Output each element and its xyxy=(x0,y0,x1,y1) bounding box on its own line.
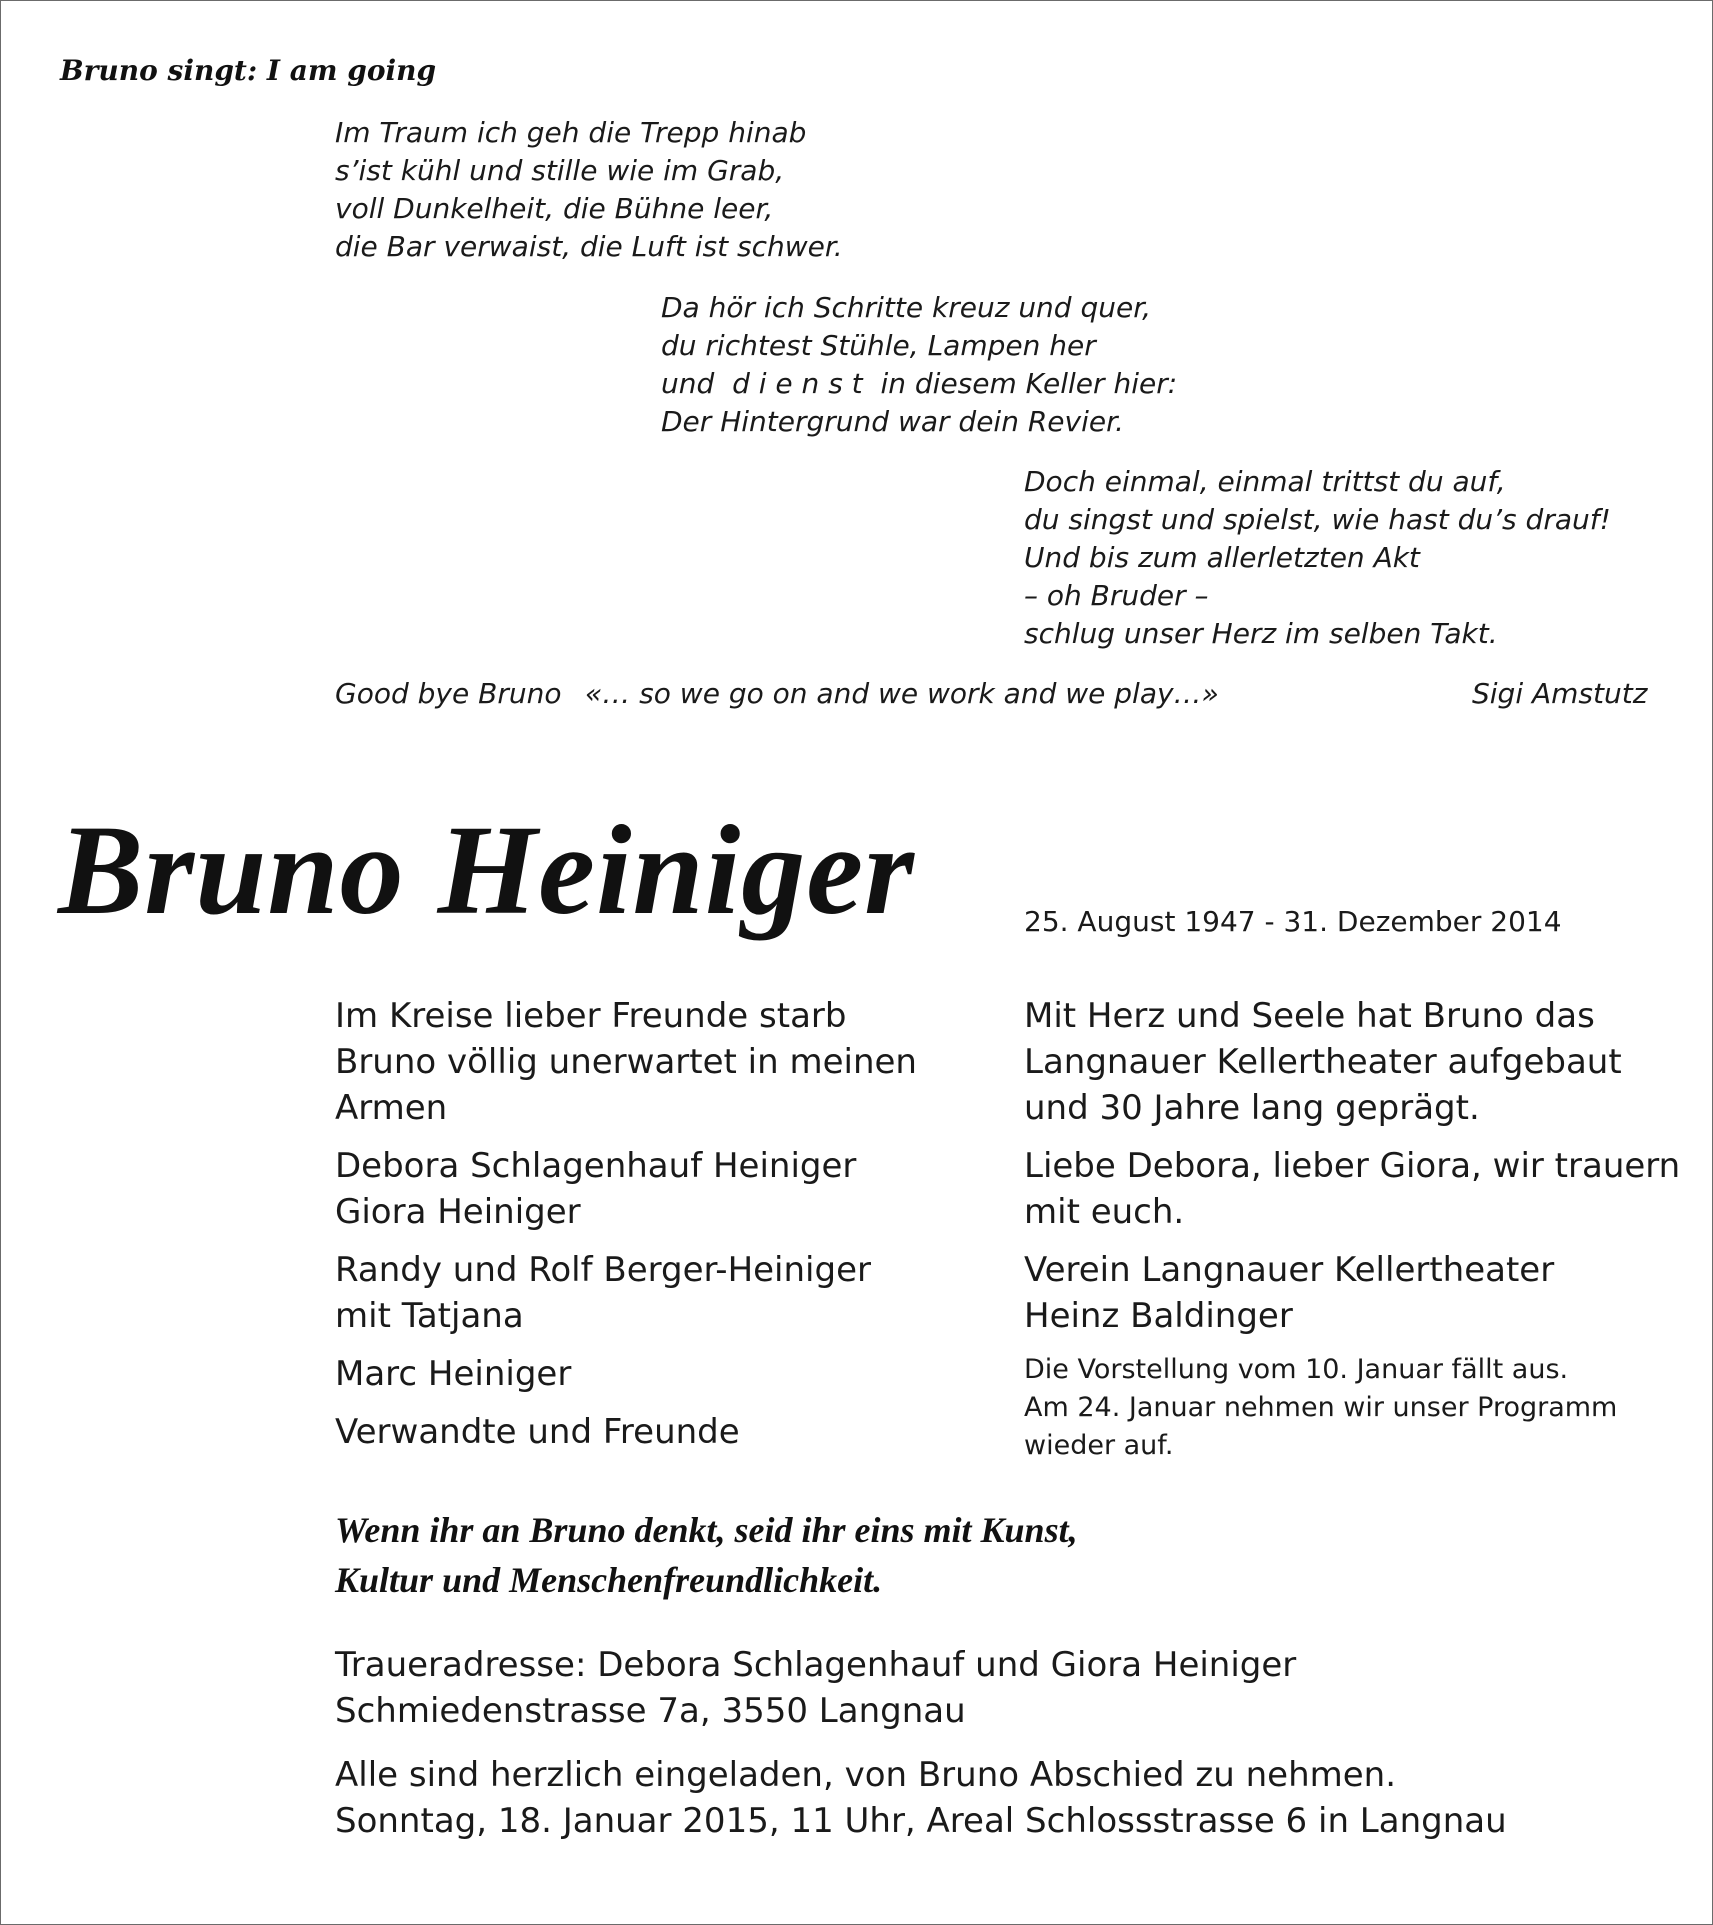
theater-group xyxy=(1024,1143,1680,1235)
poem-line: Und bis zum allerletzten Akt xyxy=(1024,541,1420,574)
text-line: Alle sind herzlich eingeladen, von Bruno Abschied zu nehmen. xyxy=(335,1755,1397,1795)
theater-group xyxy=(1024,993,1680,1131)
poem-stanza-3 xyxy=(1024,463,1611,653)
family-group xyxy=(335,1247,917,1339)
poem-line: Der Hintergrund war dein Revier. xyxy=(661,405,1124,438)
quote-line: Wenn ihr an Bruno denkt, seid ihr eins mit Kunst, xyxy=(335,1510,1078,1550)
poem-line: Im Traum ich geh die Trepp hinab xyxy=(335,116,807,149)
text-line: Heinz Baldinger xyxy=(1024,1296,1293,1336)
family-group xyxy=(335,1351,917,1397)
text-line: Verein Langnauer Kellertheater xyxy=(1024,1250,1555,1290)
song-quote: «… so we go on and we work and we play…» xyxy=(585,677,1219,710)
poem-author: Sigi Amstutz xyxy=(1472,677,1648,710)
family-group xyxy=(335,1143,917,1235)
poem-line: – oh Bruder – xyxy=(1024,579,1209,612)
poem-line: Doch einmal, einmal trittst du auf, xyxy=(1024,465,1506,498)
poem-heading: Bruno singt: I am going xyxy=(60,54,437,87)
family-column xyxy=(335,993,917,1467)
poem-line: schlug unser Herz im selben Takt. xyxy=(1024,617,1498,650)
poem-line: die Bar verwaist, die Luft ist schwer. xyxy=(335,230,843,263)
text-line: Randy und Rolf Berger-Heiniger xyxy=(335,1250,871,1290)
text-line: Liebe Debora, lieber Giora, wir trauern xyxy=(1024,1146,1681,1186)
theater-column xyxy=(1024,993,1680,1477)
text-line: Langnauer Kellertheater aufgebaut xyxy=(1024,1042,1622,1082)
text-line: Mit Herz und Seele hat Bruno das xyxy=(1024,996,1595,1036)
text-line: Sonntag, 18. Januar 2015, 11 Uhr, Areal Schlossstrasse 6 in Langnau xyxy=(335,1801,1507,1841)
farewell-text: Good bye Bruno xyxy=(335,677,562,710)
text-line: Am 24. Januar nehmen wir unser Programm xyxy=(1024,1392,1618,1423)
text-line: Im Kreise lieber Freunde starb xyxy=(335,996,847,1036)
quote-line: Kultur und Menschenfreundlichkeit. xyxy=(335,1560,883,1600)
mourning-address xyxy=(335,1642,1296,1734)
farewell-invitation xyxy=(335,1752,1507,1844)
text-line: Debora Schlagenhauf Heiniger xyxy=(335,1146,857,1186)
text-line: mit euch. xyxy=(1024,1192,1185,1232)
family-group xyxy=(335,993,917,1131)
poem-stanza-2 xyxy=(661,289,1177,441)
text-line: Armen xyxy=(335,1088,448,1128)
poem-line: und d i e n s t in diesem Keller hier: xyxy=(661,367,1178,400)
poem-line: s’ist kühl und stille wie im Grab, xyxy=(335,154,785,187)
poem-line: voll Dunkelheit, die Bühne leer, xyxy=(335,192,774,225)
text-line: Marc Heiniger xyxy=(335,1354,572,1394)
text-line: Verwandte und Freunde xyxy=(335,1412,740,1452)
text-line: wieder auf. xyxy=(1024,1430,1174,1461)
poem-line: Da hör ich Schritte kreuz und quer, xyxy=(661,291,1152,324)
performance-notice xyxy=(1024,1351,1680,1465)
text-line: und 30 Jahre lang geprägt. xyxy=(1024,1088,1480,1128)
text-line: Schmiedenstrasse 7a, 3550 Langnau xyxy=(335,1691,966,1731)
text-line: Traueradresse: Debora Schlagenhauf und Giora Heiniger xyxy=(335,1645,1297,1685)
poem-stanza-1 xyxy=(335,114,843,266)
text-line: Giora Heiniger xyxy=(335,1192,581,1232)
theater-group xyxy=(1024,1247,1680,1339)
life-dates: 25. August 1947 - 31. Dezember 2014 xyxy=(1024,905,1562,938)
text-line: Bruno völlig unerwartet in meinen xyxy=(335,1042,917,1082)
deceased-name: Bruno Heiniger xyxy=(58,799,915,941)
text-line: mit Tatjana xyxy=(335,1296,524,1336)
family-group xyxy=(335,1409,917,1455)
text-line: Die Vorstellung vom 10. Januar fällt aus. xyxy=(1024,1354,1569,1385)
poem-line: du richtest Stühle, Lampen her xyxy=(661,329,1096,362)
poem-line: du singst und spielst, wie hast du’s drauf! xyxy=(1024,503,1611,536)
memorial-quote xyxy=(335,1505,1078,1605)
